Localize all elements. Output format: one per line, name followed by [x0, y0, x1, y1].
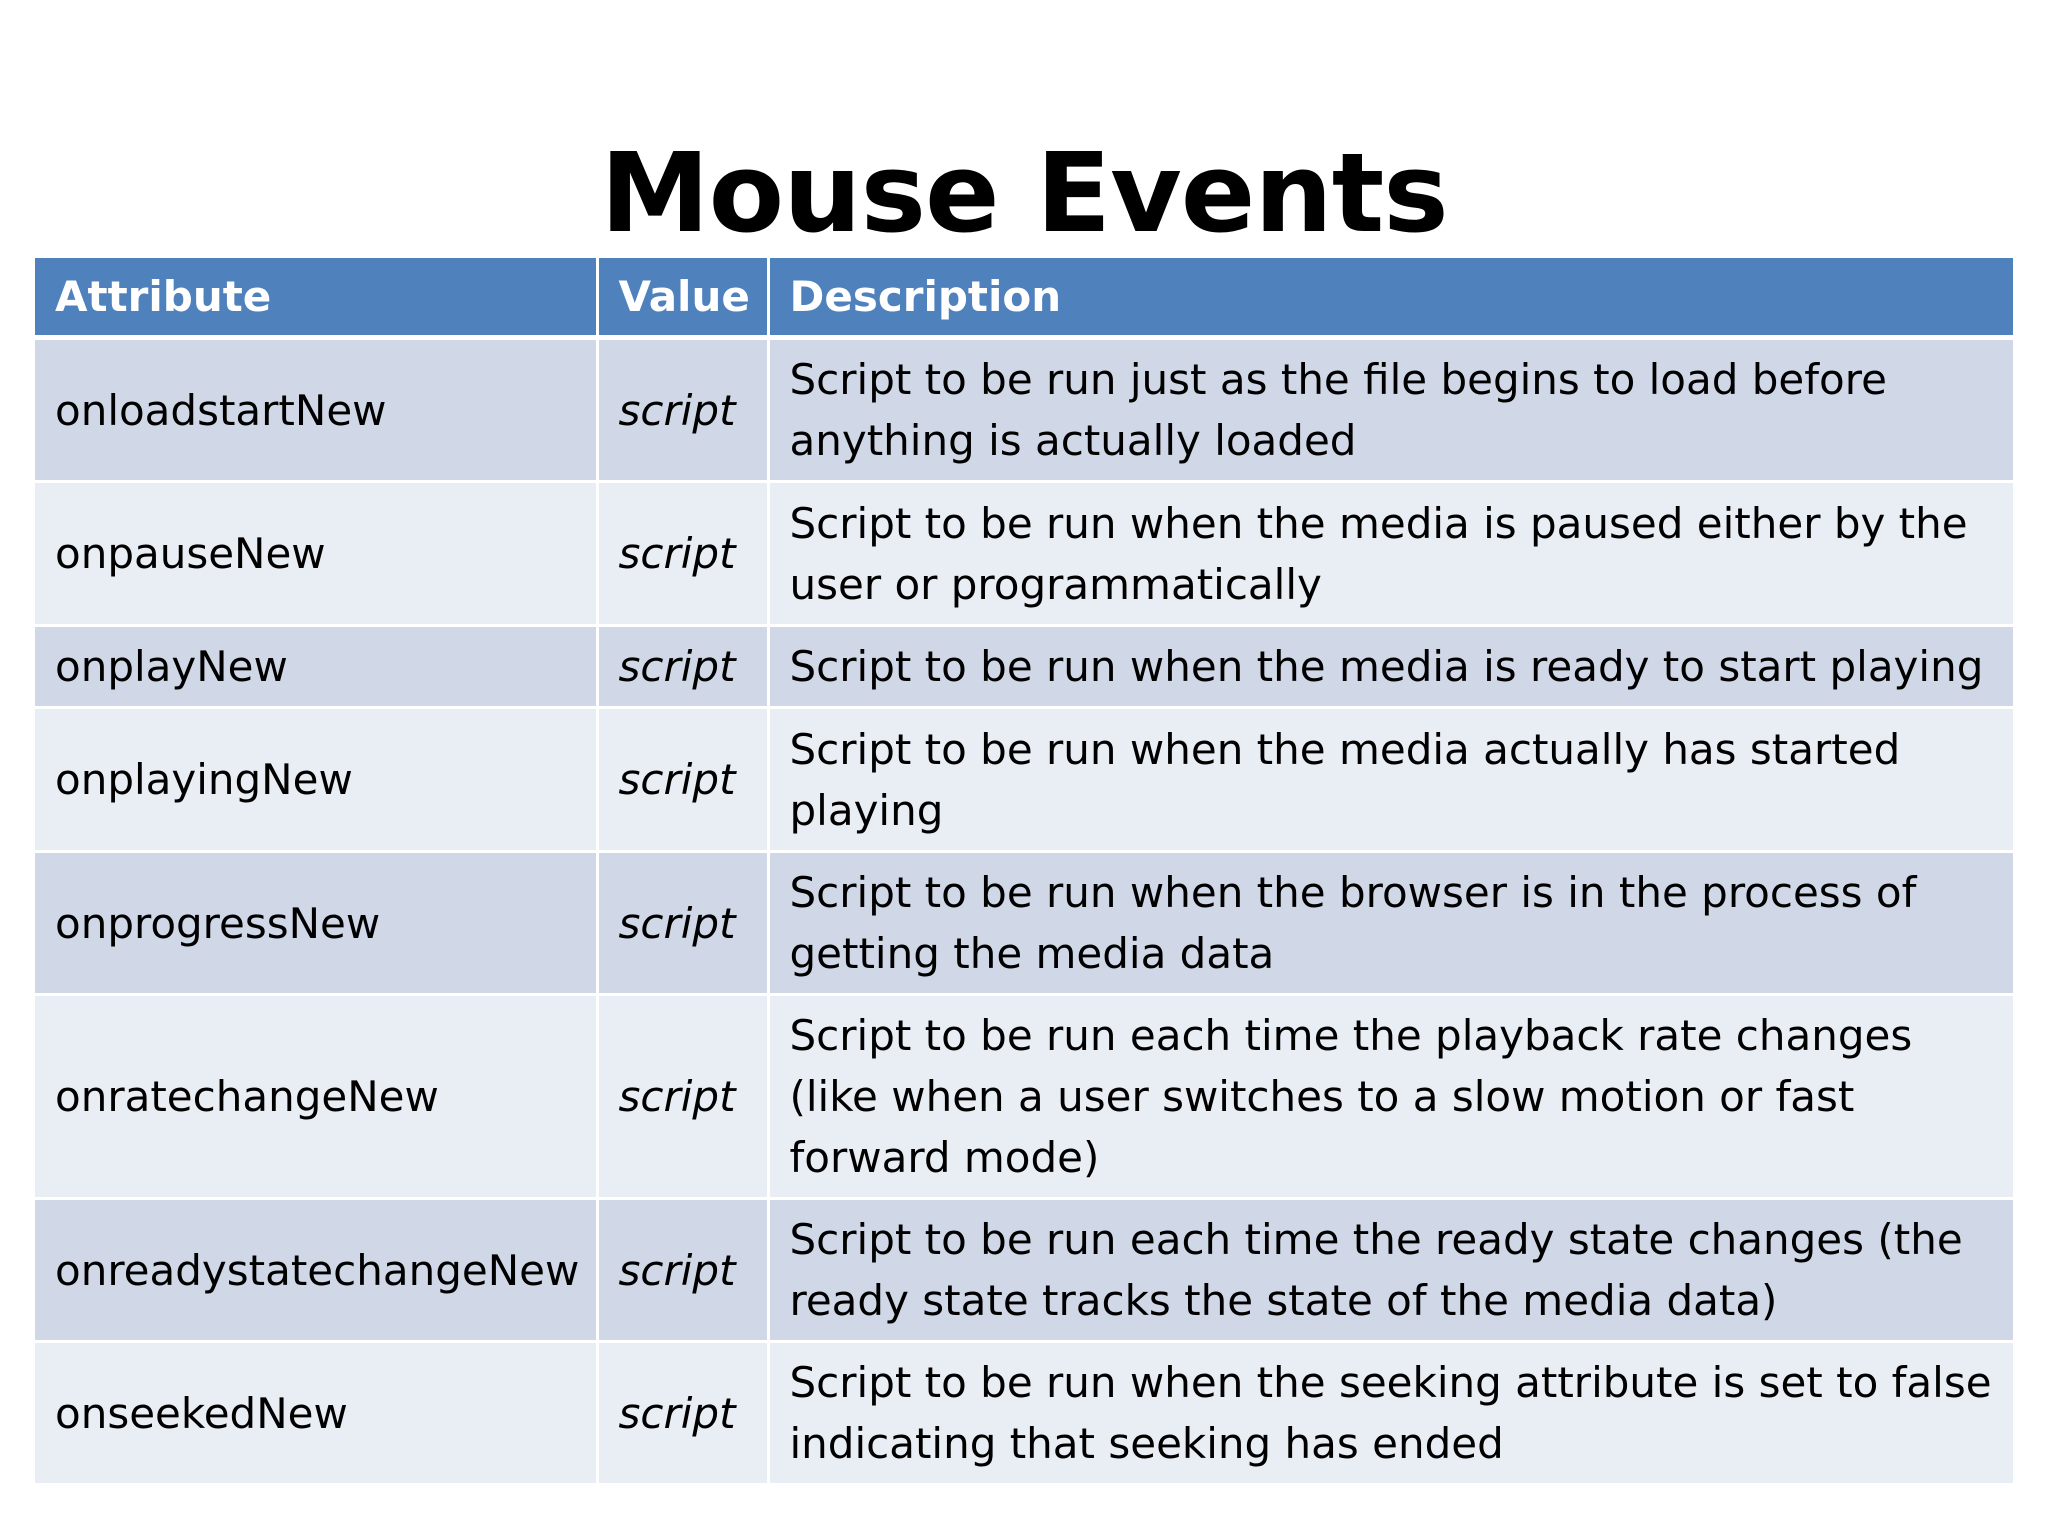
description-cell: Script to be run just as the file begins to load before anything is actually loaded [768, 338, 2013, 482]
description-cell: Script to be run when the browser is in the process of getting the media data [768, 852, 2013, 995]
value-cell: script [597, 626, 768, 708]
slide-title: Mouse Events [600, 129, 1448, 257]
value-cell: script [597, 1342, 768, 1485]
description-cell: Script to be run when the media is ready to start playing [768, 626, 2013, 708]
table-row [35, 1342, 2013, 1485]
description-cell: Script to be run each time the ready state changes (the ready state tracks the state of the media data) [768, 1199, 2013, 1342]
table-row [35, 708, 2013, 852]
attribute-cell: onpauseNew [35, 482, 597, 626]
table-header-row [35, 258, 2013, 338]
attribute-cell: onplayNew [35, 626, 597, 708]
table-row [35, 338, 2013, 482]
header-attribute: Attribute [35, 258, 597, 338]
table-row [35, 482, 2013, 626]
description-cell: Script to be run when the seeking attribute is set to false indicating that seeking has ended [768, 1342, 2013, 1485]
value-cell: script [597, 995, 768, 1199]
value-cell: script [597, 708, 768, 852]
header-description: Description [768, 258, 2013, 338]
value-cell: script [597, 1199, 768, 1342]
table-row [35, 1199, 2013, 1342]
description-cell: Script to be run when the media actually has started playing [768, 708, 2013, 852]
value-cell: script [597, 852, 768, 995]
attribute-cell: onplayingNew [35, 708, 597, 852]
value-cell: script [597, 338, 768, 482]
description-cell: Script to be run when the media is paused either by the user or programmatically [768, 482, 2013, 626]
table-row [35, 995, 2013, 1199]
events-table [35, 258, 2013, 1486]
attribute-cell: onprogressNew [35, 852, 597, 995]
attribute-cell: onratechangeNew [35, 995, 597, 1199]
table-row [35, 626, 2013, 708]
description-cell: Script to be run each time the playback rate changes (like when a user switches to a slow motion or fast forward mode) [768, 995, 2013, 1199]
attribute-cell: onloadstartNew [35, 338, 597, 482]
header-value: Value [597, 258, 768, 338]
value-cell: script [597, 482, 768, 626]
attribute-cell: onreadystatechangeNew [35, 1199, 597, 1342]
table-row [35, 852, 2013, 995]
attribute-cell: onseekedNew [35, 1342, 597, 1485]
